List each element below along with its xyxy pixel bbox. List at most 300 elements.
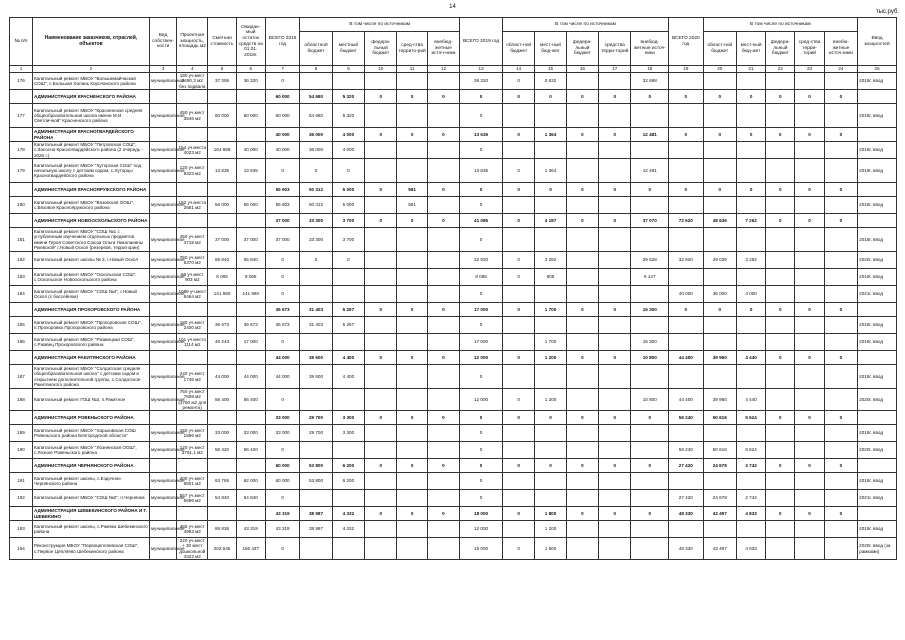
table-cell: 0 [766, 411, 795, 425]
table-cell [631, 473, 669, 490]
table-cell: 43 319 [265, 507, 299, 521]
table-cell: 0 [502, 128, 534, 142]
table-cell [566, 252, 598, 269]
table-cell: 50 616 [703, 442, 736, 459]
table-cell: 39 960 [703, 351, 736, 365]
table-cell [566, 197, 598, 214]
table-cell: 33 000 [208, 425, 236, 442]
table-cell [10, 507, 33, 521]
table-cell: 43 497 [703, 538, 736, 560]
table-cell: 187 [10, 365, 33, 389]
table-cell [427, 538, 459, 560]
table-cell: 60 000 [265, 90, 299, 104]
table-cell [858, 303, 897, 317]
table-cell: 43 319 [265, 521, 299, 538]
table-cell: 5 320 [332, 104, 364, 128]
table-cell: 0 [460, 228, 503, 252]
table-cell: 0 [736, 128, 765, 142]
table-cell [236, 90, 265, 104]
hdr-src: област-ной бюджет [502, 32, 534, 66]
table-cell: 1 800 [535, 507, 566, 521]
table-cell: 37 000 [236, 228, 265, 252]
table-cell: 6 200 [332, 473, 364, 490]
table-cell: 0 [795, 183, 824, 197]
hdr-sources-2020: В том числе по источникам [703, 18, 858, 32]
table-cell: 39 960 [703, 389, 736, 411]
hdr-cap: Проектная мощность, площадь м2 [177, 18, 208, 66]
table-cell: 41 085 [460, 214, 503, 228]
table-cell: 202 645 [208, 538, 236, 560]
hdr-src: местный бюджет [332, 32, 364, 66]
table-cell: 12 000 [460, 521, 503, 538]
table-cell [795, 334, 824, 351]
table-cell [599, 317, 631, 334]
table-cell: 33 300 [300, 214, 332, 228]
column-number: 11 [397, 66, 427, 73]
table-cell: 0 [265, 159, 299, 183]
table-cell [502, 334, 534, 351]
table-cell [365, 521, 397, 538]
table-cell [236, 214, 265, 228]
table-cell [795, 317, 824, 334]
table-cell [736, 228, 765, 252]
table-cell [502, 521, 534, 538]
table-cell [599, 473, 631, 490]
table-cell [824, 521, 857, 538]
table-cell: 0 [824, 214, 857, 228]
table-cell [766, 286, 795, 303]
table-cell: 39 600 [300, 351, 332, 365]
table-cell [824, 389, 857, 411]
table-cell [824, 442, 857, 459]
table-cell [703, 73, 736, 90]
table-cell [736, 425, 765, 442]
table-cell: 10 800 [631, 351, 669, 365]
table-cell: 2020г. ввод (за рамками) [858, 538, 897, 560]
table-cell: 12 000 [460, 389, 503, 411]
table-cell: 6 147 [631, 269, 669, 286]
hdr-src: внебюд-жетные источ-ники [631, 32, 669, 66]
table-cell [795, 197, 824, 214]
table-cell [10, 351, 33, 365]
table-cell [703, 365, 736, 389]
column-number: 21 [736, 66, 765, 73]
table-cell: 36 673 [236, 317, 265, 334]
table-cell [824, 334, 857, 351]
table-cell [332, 73, 364, 90]
table-row [10, 538, 897, 560]
table-cell: 2020г. ввод [858, 252, 897, 269]
table-cell: Капитальный ремонт МБОУ "Хуторская СОШ" под начальную школу с детским садом, с.Хуторцы Красногвардейского района [32, 159, 149, 183]
table-cell [599, 252, 631, 269]
hdr-src: сред-ства террито-рий [397, 32, 427, 66]
table-cell [427, 159, 459, 183]
table-cell [149, 183, 176, 197]
table-cell [824, 228, 857, 252]
table-cell: 44 400 [669, 389, 703, 411]
table-cell: 0 [736, 303, 765, 317]
table-cell: 180 уч.мест 2490,3 м2 без подвала [177, 73, 208, 90]
table-cell [736, 521, 765, 538]
table-cell [365, 473, 397, 490]
table-cell: 0 [631, 459, 669, 473]
table-cell [177, 303, 208, 317]
hdr-vvod: Ввод мощностей [858, 18, 897, 66]
hdr-src: средства терри-торий [599, 32, 631, 66]
table-cell: 0 [566, 459, 598, 473]
table-cell: 176 [10, 73, 33, 90]
column-number: 17 [599, 66, 631, 73]
table-cell: 0 [265, 442, 299, 459]
hdr-src: федера-льный бюджет [766, 32, 795, 66]
table-cell: 0 [535, 411, 566, 425]
table-cell: 4 187 [535, 214, 566, 228]
table-cell: 36 320 [236, 73, 265, 90]
table-cell: 38 987 [300, 507, 332, 521]
section-row [10, 411, 897, 425]
hdr-sources-2019: В том числе по источникам [502, 18, 668, 32]
column-number: 10 [365, 66, 397, 73]
table-cell: 17 000 [236, 334, 265, 351]
table-cell: 0 [703, 90, 736, 104]
table-cell [535, 228, 566, 252]
page-number: 14 [449, 4, 456, 10]
table-cell: 120 уч.мест 3791,1 м2 [177, 442, 208, 459]
table-cell [566, 286, 598, 303]
table-cell: 0 [824, 303, 857, 317]
table-cell: 0 [599, 507, 631, 521]
table-cell: 0 [599, 459, 631, 473]
table-cell [365, 286, 397, 303]
table-cell: 0 [460, 183, 503, 197]
table-cell [824, 425, 857, 442]
table-cell [427, 425, 459, 442]
table-cell: 4 833 [736, 538, 765, 560]
table-cell [631, 538, 669, 560]
hdr-src: внебю-жетные источ-ники [824, 32, 857, 66]
table-cell: 13 635 [208, 159, 236, 183]
table-cell: 220 уч.мест + 30 мест дошкольной 4322 м2 [177, 538, 208, 560]
table-cell: Капитальный ремонт МБОУ "Прохоровская СОШ", п.Прохоровка Прохоровского района [32, 317, 149, 334]
column-number: 14 [502, 66, 534, 73]
table-cell: 0 [502, 389, 534, 411]
table-cell: 15 000 [460, 538, 503, 560]
column-number: 20 [703, 66, 736, 73]
table-row [10, 159, 897, 183]
table-cell: 591 [397, 197, 427, 214]
table-cell [566, 490, 598, 507]
table-cell: 36 673 [265, 317, 299, 334]
table-cell: 33 300 [300, 228, 332, 252]
table-cell: 0 [502, 252, 534, 269]
table-cell: 0 [265, 252, 299, 269]
table-cell: АДМИНИСТРАЦИЯ ПРОХОРОВСКОГО РАЙОНА [32, 303, 149, 317]
table-cell: 5 267 [332, 317, 364, 334]
table-cell [736, 104, 765, 128]
table-cell: 0 [365, 351, 397, 365]
table-cell [365, 365, 397, 389]
table-cell: 0 [502, 183, 534, 197]
table-cell: 0 [599, 303, 631, 317]
table-cell: муниципальная [149, 521, 176, 538]
table-row [10, 521, 897, 538]
table-cell: 2018г. ввод [858, 197, 897, 214]
table-cell [795, 286, 824, 303]
table-cell [427, 142, 459, 159]
table-cell [149, 507, 176, 521]
table-cell: 96 уч.мест 903 м2 [177, 269, 208, 286]
table-cell [566, 228, 598, 252]
table-cell [332, 334, 364, 351]
table-cell [824, 490, 857, 507]
table-cell [10, 411, 33, 425]
table-cell: 0 [824, 183, 857, 197]
table-cell [824, 286, 857, 303]
table-cell [177, 351, 208, 365]
table-cell [824, 317, 857, 334]
table-cell [669, 365, 703, 389]
table-cell: 0 [365, 183, 397, 197]
table-cell: 0 [703, 303, 736, 317]
table-cell: АДМИНИСТРАЦИЯ ШЕБЕКИНСКОГО РАЙОНА И Г. ШЕБЕКИНО [32, 507, 149, 521]
table-cell: 12 000 [460, 351, 503, 365]
table-cell [535, 104, 566, 128]
table-cell [599, 442, 631, 459]
table-cell: 3 300 [332, 411, 364, 425]
table-cell: 190 [10, 442, 33, 459]
table-cell [427, 252, 459, 269]
table-cell: 2018г. ввод [858, 228, 897, 252]
table-cell: 38 987 [300, 521, 332, 538]
table-row [10, 334, 897, 351]
table-cell: муниципальная [149, 269, 176, 286]
table-cell: 0 [566, 128, 598, 142]
table-cell: 2018г. ввод [858, 473, 897, 490]
table-cell: 63 765 [208, 473, 236, 490]
hdr-name: Наименование заказчиков, отраслей, объектов [32, 18, 149, 66]
table-cell [669, 104, 703, 128]
section-row [10, 214, 897, 228]
table-cell [566, 521, 598, 538]
table-cell [535, 197, 566, 214]
table-cell: 141 960 [236, 286, 265, 303]
table-cell [236, 183, 265, 197]
table-cell: 450 уч.мест 4719 м2 [177, 228, 208, 252]
table-cell: 46 243 [208, 334, 236, 351]
table-cell: 0 [535, 183, 566, 197]
table-cell: 0 [736, 183, 765, 197]
table-cell: 0 [460, 142, 503, 159]
table-cell [824, 538, 857, 560]
table-cell: Реконструкция МБОУ "Первоцепляевская СОШ", с.Первое Цепляево Шебекинского района [32, 538, 149, 560]
table-cell: 164 969 [208, 142, 236, 159]
table-cell [10, 90, 33, 104]
table-cell [208, 128, 236, 142]
table-cell: муниципальная [149, 317, 176, 334]
table-cell: 39 600 [300, 365, 332, 389]
table-cell: Капитальный ремонт МБОУ "Большемайчаская СОШ", с.Большая Халань Корочанского района [32, 73, 149, 90]
table-cell: 60 000 [265, 473, 299, 490]
table-cell [397, 473, 427, 490]
table-cell [300, 389, 332, 411]
table-cell [427, 197, 459, 214]
table-cell [535, 365, 566, 389]
table-cell: 0 [427, 411, 459, 425]
table-row [10, 286, 897, 303]
table-cell [669, 228, 703, 252]
table-cell: 0 [460, 411, 503, 425]
table-cell: 0 [669, 183, 703, 197]
table-cell [599, 286, 631, 303]
table-cell: 4 000 [736, 286, 765, 303]
table-cell [10, 214, 33, 228]
column-number: 25 [858, 66, 897, 73]
table-cell: 4 833 [736, 507, 765, 521]
table-cell [397, 317, 427, 334]
table-cell: муниципальная [149, 442, 176, 459]
table-cell: 0 [599, 214, 631, 228]
table-cell [599, 365, 631, 389]
table-cell [631, 286, 669, 303]
table-cell: 2020г. ввод [858, 442, 897, 459]
table-cell: 4 440 [736, 351, 765, 365]
table-cell [669, 425, 703, 442]
table-cell [208, 303, 236, 317]
table-cell [766, 425, 795, 442]
table-cell: 50 312 [300, 197, 332, 214]
table-row [10, 197, 897, 214]
table-cell [566, 73, 598, 90]
table-cell: Капитальный ремонт МБОУ "Петровская СОШ", с.Засосна Красногвардейского района (2 очередь - 2020 г.) [32, 142, 149, 159]
table-cell [300, 490, 332, 507]
table-cell: 2020г. ввод [858, 389, 897, 411]
table-cell: Капитальный ремонт ГОШ №2, п.Ракитное [32, 389, 149, 411]
table-cell [427, 269, 459, 286]
table-cell: 43 319 [236, 521, 265, 538]
table-cell: 0 [460, 425, 503, 442]
table-cell: 0 [365, 303, 397, 317]
table-cell [669, 317, 703, 334]
table-cell: 2 742 [736, 459, 765, 473]
table-cell [427, 104, 459, 128]
table-cell: 2019г. ввод [858, 334, 897, 351]
table-cell: 0 [502, 269, 534, 286]
table-cell: 0 [795, 303, 824, 317]
table-cell: 189 [10, 425, 33, 442]
table-cell [365, 269, 397, 286]
hdr-total-2019: ВСЕГО 2019 год [460, 18, 503, 66]
table-cell: муниципальная [149, 73, 176, 90]
table-cell [703, 317, 736, 334]
table-cell [149, 303, 176, 317]
table-cell: 86 836 [208, 521, 236, 538]
table-cell: 0 [669, 90, 703, 104]
table-cell [236, 303, 265, 317]
table-cell: 0 [566, 351, 598, 365]
table-cell: 0 [397, 128, 427, 142]
table-cell: 44 000 [208, 365, 236, 389]
table-cell: 44 000 [265, 365, 299, 389]
table-cell: 1 200 [535, 389, 566, 411]
table-cell: 0 [566, 303, 598, 317]
table-cell: 193 [10, 521, 33, 538]
table-cell [149, 351, 176, 365]
table-cell: 40 000 [669, 286, 703, 303]
table-cell [427, 286, 459, 303]
table-cell [427, 490, 459, 507]
column-number: 15 [535, 66, 566, 73]
table-cell: 8 065 [460, 269, 503, 286]
table-cell: 17 000 [460, 303, 503, 317]
table-row [10, 317, 897, 334]
hdr-cost: Сметная стоимость [208, 18, 236, 66]
table-cell [397, 104, 427, 128]
table-row [10, 142, 897, 159]
table-cell [427, 473, 459, 490]
table-cell [599, 228, 631, 252]
table-cell [766, 197, 795, 214]
table-cell [177, 128, 208, 142]
table-cell: 0 [766, 90, 795, 104]
table-cell: 2018г. ввод [858, 425, 897, 442]
table-cell [365, 104, 397, 128]
table-cell [566, 389, 598, 411]
table-cell: 0 [566, 90, 598, 104]
table-cell [10, 128, 33, 142]
table-cell [535, 142, 566, 159]
table-cell [427, 442, 459, 459]
table-cell: муниципальная [149, 334, 176, 351]
table-cell: 179 [10, 159, 33, 183]
table-cell: АДМИНИСТРАЦИЯ КРАСНОЯРУЖСКОГО РАЙОНА [32, 183, 149, 197]
table-cell [397, 228, 427, 252]
table-cell: муниципальная [149, 197, 176, 214]
table-cell: 156 437 [236, 538, 265, 560]
table-cell [599, 269, 631, 286]
table-cell: 44 000 [236, 365, 265, 389]
section-row [10, 303, 897, 317]
table-cell: 3 292 [736, 252, 765, 269]
table-cell: 10 800 [631, 389, 669, 411]
table-cell [766, 389, 795, 411]
table-cell [736, 142, 765, 159]
table-cell: 0 [265, 286, 299, 303]
hdr-src: област-ной бюджет [703, 32, 736, 66]
table-cell: 33 000 [236, 425, 265, 442]
table-cell [631, 365, 669, 389]
table-cell: 15 300 [631, 303, 669, 317]
section-row [10, 183, 897, 197]
table-cell: 24 678 [703, 490, 736, 507]
section-row [10, 507, 897, 521]
column-number: 18 [631, 66, 669, 73]
table-cell: 72 620 [669, 214, 703, 228]
table-cell: 33 000 [265, 411, 299, 425]
table-cell [824, 142, 857, 159]
column-number: 9 [332, 66, 364, 73]
table-cell: 60 000 [208, 104, 236, 128]
table-cell: 0 [265, 389, 299, 411]
table-cell: 450 уч.мест 3546 м2 [177, 104, 208, 128]
table-cell: Капитальный ремонт школы, с.Ездочное Чернянского района [32, 473, 149, 490]
table-cell: АДМИНИСТРАЦИЯ ЧЕРНЯНСКОГО РАЙОНА [32, 459, 149, 473]
budget-table [9, 17, 897, 560]
table-cell: 56 420 [236, 442, 265, 459]
table-cell: 0 [460, 197, 503, 214]
table-cell: 1 500 [535, 538, 566, 560]
table-cell: 37 000 [265, 228, 299, 252]
table-cell: 3 300 [332, 425, 364, 442]
